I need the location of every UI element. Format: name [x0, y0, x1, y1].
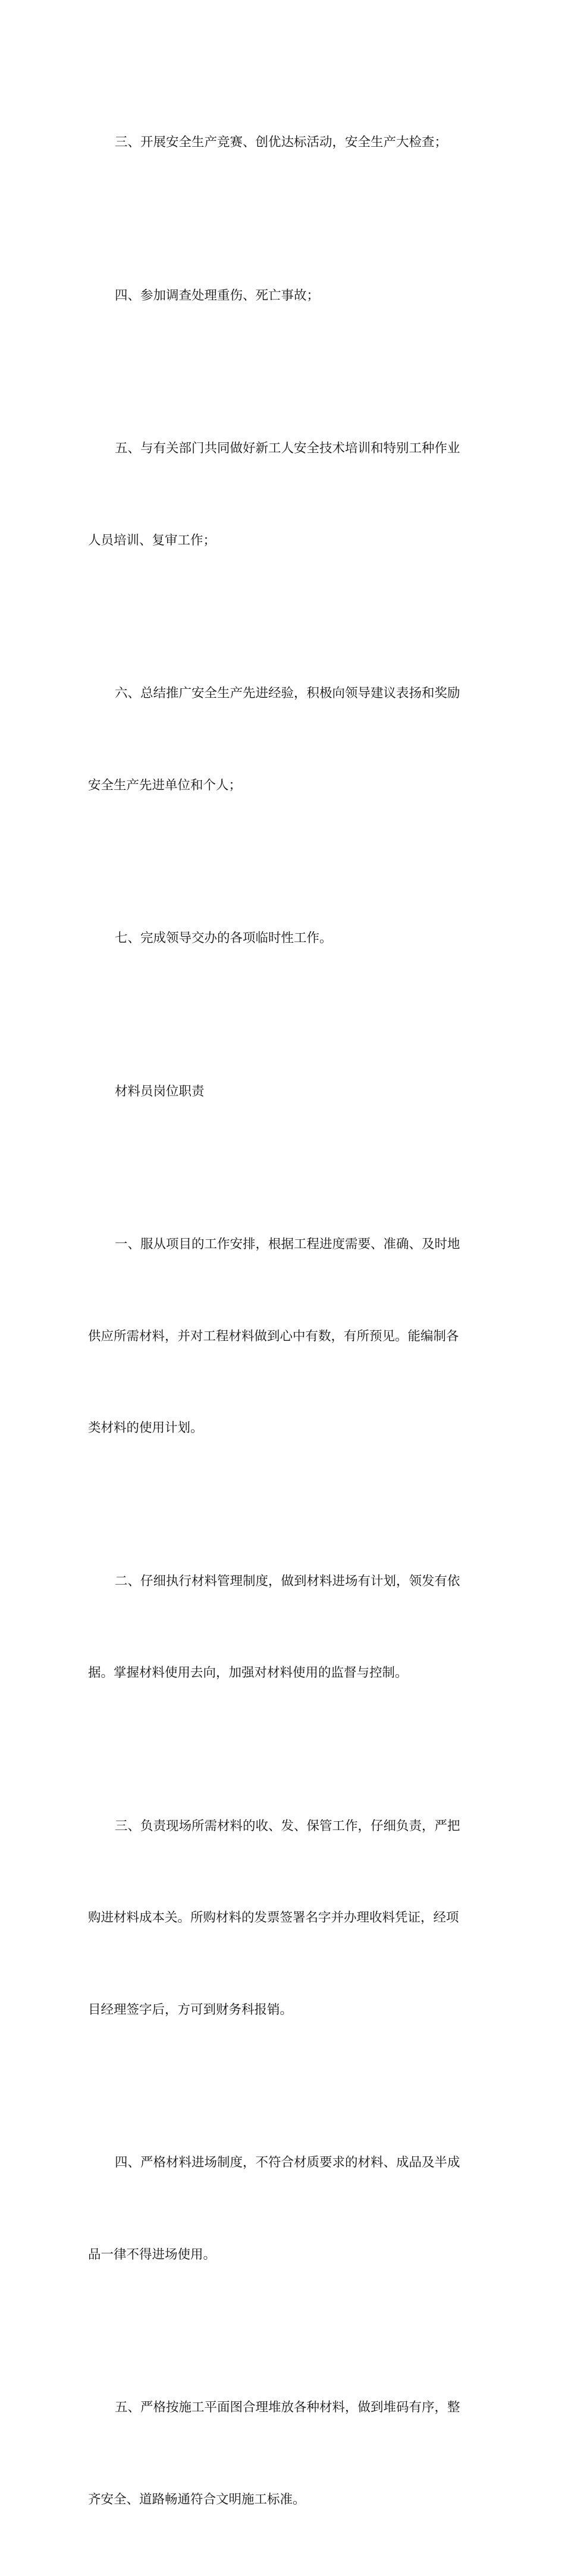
paragraph-10	[88, 2086, 476, 2331]
text-line: 安全生产先进单位和个人；	[88, 777, 242, 793]
paragraph-2	[88, 219, 476, 373]
text-line: 二、仔细执行材料管理制度，做到材料进场有计划，领发有依	[115, 1573, 460, 1589]
text-line: 据。掌握材料使用去向，加强对材料使用的监督与控制。	[88, 1665, 408, 1680]
text-line: 类材料的使用计划。	[88, 1421, 203, 1435]
paragraph-4	[88, 617, 476, 862]
text-line: 购进材料成本关。所购材料的发票签署名字并办理收料凭证，经项	[88, 1910, 459, 1925]
text-line: 四、参加调查处理重伤、死亡事故；	[115, 288, 320, 303]
paragraph-9	[88, 1750, 476, 2087]
paragraph-7	[88, 1168, 476, 1505]
paragraph-11	[88, 2331, 476, 2576]
paragraph-5	[88, 862, 476, 1015]
paragraph-1	[88, 66, 476, 219]
text-line: 人员培训、复审工作；	[88, 533, 216, 548]
text-line: 四、严格材料进场制度，不符合材质要求的材料、成品及半成	[115, 2155, 460, 2170]
text-line: 三、开展安全生产竞赛、创优达标活动，安全生产大检查；	[115, 135, 448, 150]
text-line: 品一律不得进场使用。	[88, 2247, 216, 2262]
document-page	[88, 66, 476, 2576]
text-line: 五、严格按施工平面图合理堆放各种材料，做到堆码有序，整	[115, 2400, 460, 2415]
text-line: 七、完成领导交办的各项临时性工作。	[115, 931, 332, 946]
text-line: 六、总结推广安全生产先进经验，积极向领导建议表扬和奖励	[115, 686, 460, 701]
text-line: 目经理签字后，方可到财务科报销。	[88, 2002, 293, 2017]
text-line: 供应所需材料，并对工程材料做到心中有数，有所预见。能编制各	[88, 1328, 459, 1344]
paragraph-8	[88, 1505, 476, 1750]
heading-text: 材料员岗位职责	[115, 1084, 205, 1099]
section-heading	[88, 1015, 476, 1169]
text-line: 五、与有关部门共同做好新工人安全技术培训和特别工种作业	[115, 441, 460, 456]
paragraph-3	[88, 372, 476, 617]
text-line: 齐安全、道路畅通符合文明施工标准。	[88, 2492, 306, 2507]
text-line: 一、服从项目的工作安排，根据工程进度需要、准确、及时地	[115, 1237, 460, 1252]
text-line: 三、负责现场所需材料的收、发、保管工作，仔细负责，严把	[115, 1818, 460, 1834]
